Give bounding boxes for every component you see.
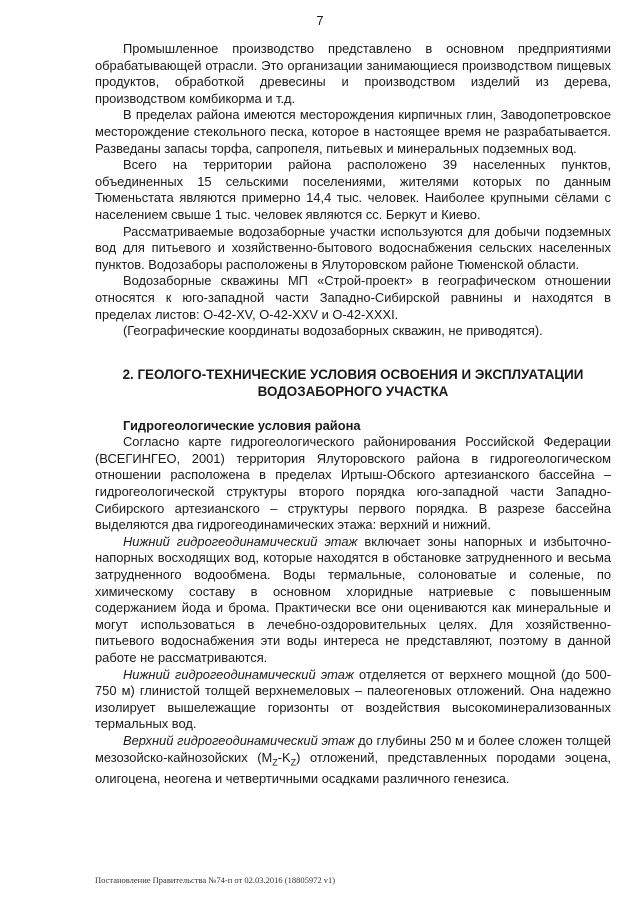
paragraph-water-intake: Рассматриваемые водозаборные участки используются для добычи подземных вод для питьевого и хозяйственно-бытового водоснабжения сельских населенных пунктов. Водозаборы расположены в Ялуторовском районе Тюменской области. bbox=[95, 223, 611, 272]
paragraph-text: включает зоны напорных и избыточно-напорных восходящих вод, которые находятся в обстановке затрудненного и весьма затрудненного водообмена. Воды термальные, солоноватые и соленые, по химическому составу в основном хлоридные натриевые с повышенным содержанием йода и брома. Практически все они оцениваются как минеральные и могут использоваться в лечебно-оздоровительных целях. Для хозяйственно-питьевого водоснабжения эти воды интереса не представляют, поэтому в данной работе не рассматриваются. bbox=[95, 533, 611, 665]
page-number: 7 bbox=[316, 13, 324, 28]
paragraph-coordinates-note: (Географические координаты водозаборных скважин, не приводятся). bbox=[123, 323, 543, 339]
paragraph-text: отделяется от верхнего мощной (до 500-750 м) глинистой толщей верхнемеловых – палеогеновых отложений. Она надежно изолирует вышележащие горизонты от воздействия высокоминерализованных термальных вод. bbox=[95, 666, 611, 732]
paragraph-industry: Промышленное производство представлено в основном предприятиями обрабатывающей отрасли. Это организации занимающиеся производством пищевых продуктов, обработкой древесины и производством изделий из дерева, производством комбикорма и т.д. bbox=[95, 41, 611, 106]
term-lower-stage: Нижний гидрогеодинамический этаж bbox=[123, 533, 358, 549]
section-heading: 2. ГЕОЛОГО-ТЕХНИЧЕСКИЕ УСЛОВИЯ ОСВОЕНИЯ И ЭКСПЛУАТАЦИИ ВОДОЗАБОРНОГО УЧАСТКА bbox=[122, 366, 584, 399]
paragraph-text: ) отложений, представленных породами эоцена, олигоцена, неогена и четвертичными осадками различного генезиса. bbox=[95, 749, 612, 786]
term-upper-stage: Верхний гидрогеодинамический этаж bbox=[123, 732, 355, 748]
paragraph-region: Согласно карте гидрогеологического районирования Российской Федерации (ВСЕГИНГЕО, 2001) территория Ялуторовского района в гидрогеологическом отношении расположена в пределах Иртыш-Обского артезианского бассейна – гидрогеологической структуры второго порядка юго-западной части Западно-Сибирского артезианского – структуры первого порядка. В разрезе бассейна выделяются два гидрогеодинамических этажа: верхний и нижний. bbox=[95, 434, 611, 533]
subheading-hydrogeology: Гидрогеологические условия района bbox=[123, 417, 361, 433]
paragraph-population: Всего на территории района расположено 39 населенных пунктов, объединенных 15 сельскими поселениями, жителями которых по данным Тюменьстата являются примерно 14,4 тыс. человек. Наиболее крупными сёлами с населением свыше 1 тыс. человек являются сс. Беркут и Киево. bbox=[95, 157, 611, 222]
paragraph-lower-stage-2 bbox=[95, 667, 611, 733]
paragraph-text: -K bbox=[277, 749, 291, 765]
subscript: Z bbox=[272, 757, 278, 768]
term-lower-stage: Нижний гидрогеодинамический этаж bbox=[123, 666, 354, 682]
subscript: Z bbox=[290, 757, 297, 768]
paragraph-deposits: В пределах района имеются месторождения кирпичных глин, Заводопетровское месторождение стекольного песка, которое в настоящее время не разрабатывается. Разведаны запасы торфа, сапропеля, питьевых и минеральных подземных вод. bbox=[95, 107, 611, 156]
paragraph-wells-location: Водозаборные скважины МП «Строй-проект» в географическом отношении относятся к юго-западной части Западно-Сибирской равнины и находятся в пределах листов: О-42-XV, О-42-XXV и О-42-XXXI. bbox=[95, 273, 611, 322]
document-body bbox=[95, 41, 611, 787]
paragraph-lower-stage-1 bbox=[95, 534, 611, 667]
paragraph-upper-stage bbox=[95, 733, 611, 787]
footer-document-reference: Постановление Правительства №74-п от 02.03.2016 (18805972 v1) bbox=[95, 875, 336, 885]
paragraph-text: до глубины 250 м и более сложен толщей мезозойско-кайнозойских (M bbox=[95, 732, 611, 765]
